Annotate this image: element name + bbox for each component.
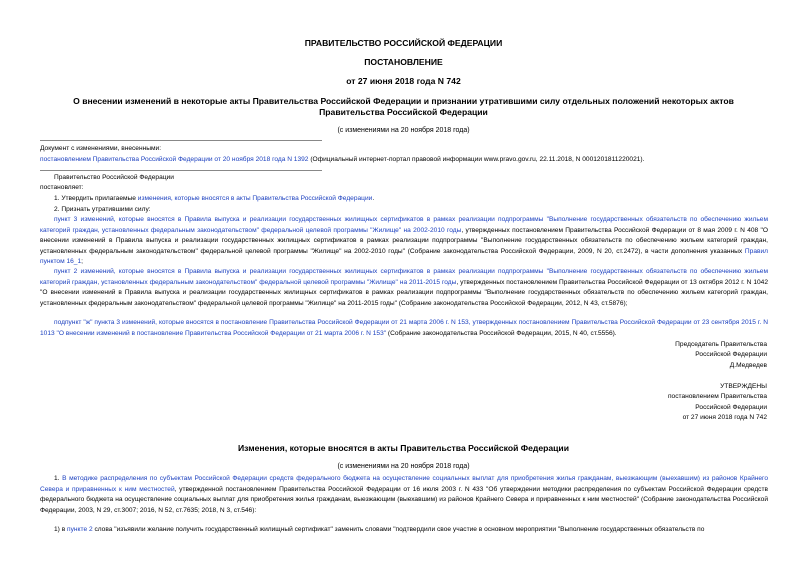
doc-type-heading: ПОСТАНОВЛЕНИЕ (364, 57, 443, 67)
repeal-para-1-link2[interactable]: Правил пунктом 16_1 (40, 247, 769, 266)
body-item1-pre: 1. Утвердить прилагаемые (54, 195, 138, 202)
body-item1-link[interactable]: изменения, которые вносятся в акты Правительства Российской Федерации (137, 195, 373, 202)
annex-title: Изменения, которые вносятся в акты Правительства Российской Федерации (237, 443, 569, 453)
repeal-para-1-link[interactable]: пункт 3 изменений, которые вносятся в Правила выпуска и реализации государственных жилищных сертификатов в рамках реализации подпрограммы "Выполнение государственных обязательств по обеспечению жильем категорий граждан, установленных федеральным законодательством" федеральной целевой программы "Жилище" на 2002-2010 годы (40, 216, 768, 234)
body-item1-post: . (372, 195, 375, 202)
changes-note: (с изменениями на 20 ноября 2018 года) (337, 127, 470, 134)
annex-item-1-link[interactable]: В методике распределения по субъектам Российской Федерации средств федерального бюджета на осуществление социальных выплат для приобретения жилья гражданам, выезжающим (выехавшим) из районов Крайнего Севера и приравненных к ним местностей (40, 475, 768, 493)
annex-sub-1-post: слова "изъявили желание получить государственный жилищный сертификат" заменить словами "подтвердили свое участие в основном мероприятии "Выполнение государственных обязательств по (92, 526, 705, 533)
approved-date: от 27 июня 2018 года N 742 (682, 414, 767, 421)
annex-sub-1 (40, 525, 768, 536)
amend-rest: (Официальный интернет-портал правовой информации www.pravo.gov.ru, 22.11.2018, N 0001201811220021). (308, 156, 645, 163)
annex-sub-1-link[interactable]: пункте 2 (67, 526, 93, 533)
approved-line-2: постановлением Правительства (667, 393, 767, 400)
repeal-para-3-post: (Собрание законодательства Российской Федерации, 2015, N 40, ст.5556). (386, 329, 617, 337)
signature-name: Д.Медведев (729, 362, 767, 369)
body-decree: постановляет: (40, 184, 84, 191)
annex-sub-1-pre: 1) в (54, 526, 68, 533)
org-heading: ПРАВИТЕЛЬСТВО РОССИЙСКОЙ ФЕДЕРАЦИИ (304, 38, 503, 48)
body-item2: 2. Признать утратившими силу: (54, 206, 151, 213)
divider-bottom (40, 170, 322, 171)
repeal-para-2-link[interactable]: пункт 2 изменений, которые вносятся в Правила выпуска и реализации государственных жилищных сертификатов в рамках реализации подпрограммы "Выполнение государственных обязательств по обеспечению жильем категорий граждан, установленных федеральным законодательством" федеральной целевой программы "Жилище" на 2011-2015 годы (40, 268, 768, 286)
annex-item-1-pre: 1. (54, 475, 63, 482)
doc-date: от 27 июня 2018 года N 742 (346, 76, 461, 86)
amend-link[interactable]: постановлением Правительства Российской Федерации от 20 ноября 2018 года N 1392 (40, 156, 309, 163)
body-intro: Правительство Российской Федерации (54, 174, 174, 181)
approved-line-3: Российской Федерации (695, 404, 767, 411)
repeal-para-2 (40, 267, 768, 309)
annex-changes-note: (с изменениями на 20 ноября 2018 года) (337, 463, 470, 470)
approved-heading: УТВЕРЖДЕНЫ (720, 383, 767, 390)
signature-title: Председатель Правительства (675, 341, 767, 348)
repeal-para-2-mid: , утвержденных постановлением Правительства Российской Федерации от 13 октября 2012 г. N 1042 "О внесении изменений в Правила выпуска и реализации государственных жилищных сертификатов в рамках реализации подпрограммы "Выполнение государственных обязательств по обеспечению жильем категорий граждан, установленных федеральным законодательством" федеральной целевой программы "Жилище" на 2011-2015 годы" (40, 278, 768, 307)
repeal-para-2-post: (Собрание законодательства Российской Федерации, 2012, N 43, ст.5876); (396, 299, 628, 307)
repeal-para-1-end: ; (81, 258, 83, 266)
amend-line (40, 155, 644, 166)
repeal-para-1-mid: , утвержденных постановлением Правительства Российской Федерации от 8 мая 2009 г. N 408 "О внесении изменений в Правила выпуска и реализации государственных жилищных сертификатов в рамках реализации подпрограммы "Выполнение государственных обязательств по обеспечению жильем категорий граждан, установленных федеральным законодательством" федеральной целевой программы "Жилище" на 2002-2010 годы" (40, 226, 768, 255)
divider-top (40, 140, 322, 141)
annex-item-1-post: , утвержденной постановлением Правительства Российской Федерации от 16 июля 2003 г. N 433 "Об утверждении методики распределения по субъектам Российской Федерации средств федерального бюджета на осуществление социальных выплат для приобретения жилья гражданам, выезжающим (выехавшим) из районов Крайнего Севера и приравненных к ним местностей" (Собрание законодательства Российской Федерации, 2003, N 29, ст.3007; 2016, N 52, ст.7635; 2018, N 3, ст.546): (40, 485, 768, 514)
doc-title-line2: Правительства Российской Федерации (319, 107, 488, 117)
amend-heading: Документ с изменениями, внесенными: (40, 145, 162, 152)
repeal-para-1-post: (Собрание законодательства Российской Федерации, 2009, N 20, ст.2472), в части дополнения указанных (405, 247, 745, 255)
annex-item-1 (40, 474, 768, 516)
signature-title-2: Российской Федерации (695, 351, 767, 358)
repeal-para-3 (40, 318, 768, 339)
repeal-para-1 (40, 215, 768, 268)
doc-title-line1: О внесении изменений в некоторые акты Правительства Российской Федерации и признании утратившими силу отдельных положений некоторых актов (73, 96, 734, 106)
repeal-para-3-link[interactable]: подпункт "ж" пункта 3 изменений, которые вносятся в постановление Правительства Российской Федерации от 21 марта 2006 г. N 153, утвержденных постановлением Правительства Российской Федерации от 23 сентября 2015 г. N 1013 "О внесении изменений в постановление Правительства Российской Федерации от 21 марта 2006 г. N 153" (40, 319, 768, 337)
body-item1 (54, 194, 374, 205)
